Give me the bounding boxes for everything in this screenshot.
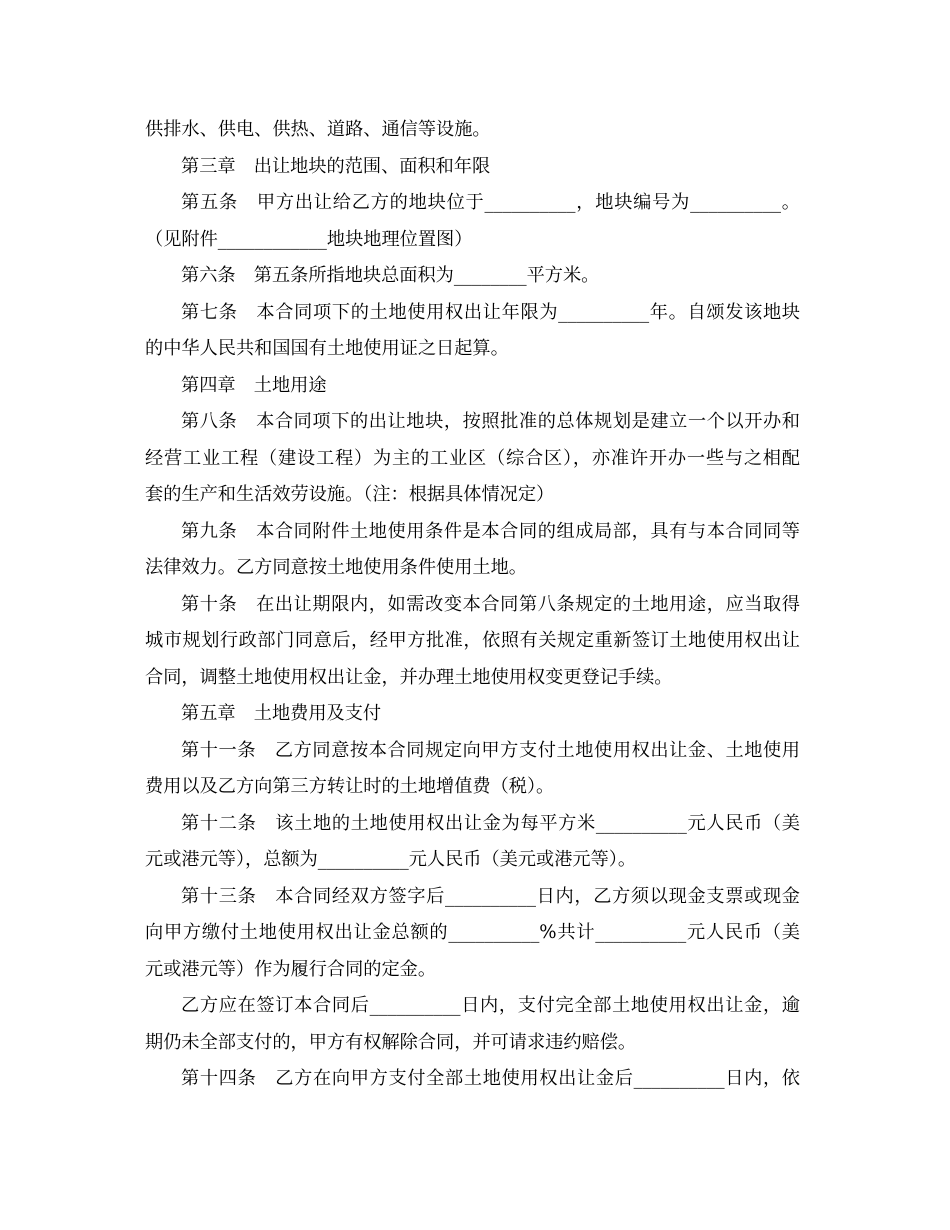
text-line: 向甲方缴付土地使用权出让金总额的__________%共计__________元人民币（美 xyxy=(145,922,800,943)
text-line: 第八条 本合同项下的出让地块，按照批准的总体规划是建立一个以开办和 xyxy=(181,411,800,432)
text-line: 费用以及乙方向第三方转让时的土地增值费（税）。 xyxy=(145,776,555,797)
text-line: 第三章 出让地块的范围、面积和年限 xyxy=(181,155,491,177)
text-line: 第十四条 乙方在向甲方支付全部土地使用权出让金后__________日内，依 xyxy=(181,1068,800,1089)
text-line: 第九条 本合同附件土地使用条件是本合同的组成局部，具有与本合同同等 xyxy=(181,520,800,542)
text-line: 第五条 甲方出让给乙方的地块位于__________，地块编号为__________。 xyxy=(181,192,800,213)
document-page xyxy=(145,112,800,1098)
text-line: 合同，调整土地使用权出让金，并办理土地使用权变更登记手续。 xyxy=(145,666,673,688)
text-line: 乙方应在签订本合同后__________日内，支付完全部土地使用权出让金，逾 xyxy=(181,995,800,1016)
text-line: 第十条 在出让期限内，如需改变本合同第八条规定的土地用途，应当取得 xyxy=(181,593,800,615)
text-line: 供排水、供电、供热、道路、通信等设施。 xyxy=(145,119,491,140)
text-line: 元或港元等）作为履行合同的定金。 xyxy=(145,958,437,980)
text-line: 第七条 本合同项下的土地使用权出让年限为__________年。自颂发该地块 xyxy=(181,301,800,323)
text-line: 城市规划行政部门同意后，经甲方批准，依照有关规定重新签订土地使用权出让 xyxy=(145,630,800,651)
text-line: 元或港元等），总额为__________元人民币（美元或港元等）。 xyxy=(145,849,637,870)
text-line: 第十一条 乙方同意按本合同规定向甲方支付土地使用权出让金、土地使用 xyxy=(181,739,800,761)
text-line: 第十三条 本合同经双方签字后__________日内，乙方须以现金支票或现金 xyxy=(181,885,800,907)
text-line: 第四章 土地用途 xyxy=(181,374,327,396)
text-line: 第五章 土地费用及支付 xyxy=(181,703,382,724)
text-line: 期仍未全部支付的，甲方有权解除合同，并可请求违约赔偿。 xyxy=(145,1031,637,1053)
text-line: 套的生产和生活效劳设施。（注：根据具体情况定） xyxy=(145,484,555,505)
text-line: 的中华人民共和国国有土地使用证之日起算。 xyxy=(145,338,509,359)
text-line: 法律效力。乙方同意按土地使用条件使用土地。 xyxy=(145,557,527,578)
text-line: 第十二条 该土地的土地使用权出让金为每平方米__________元人民币（美 xyxy=(181,812,800,834)
text-line: 经营工业工程（建设工程）为主的工业区（综合区），亦准许开办一些与之相配 xyxy=(145,447,800,469)
text-line: 第六条 第五条所指地块总面积为________平方米。 xyxy=(181,265,600,286)
text-line: （见附件____________地块地理位置图） xyxy=(145,228,473,250)
